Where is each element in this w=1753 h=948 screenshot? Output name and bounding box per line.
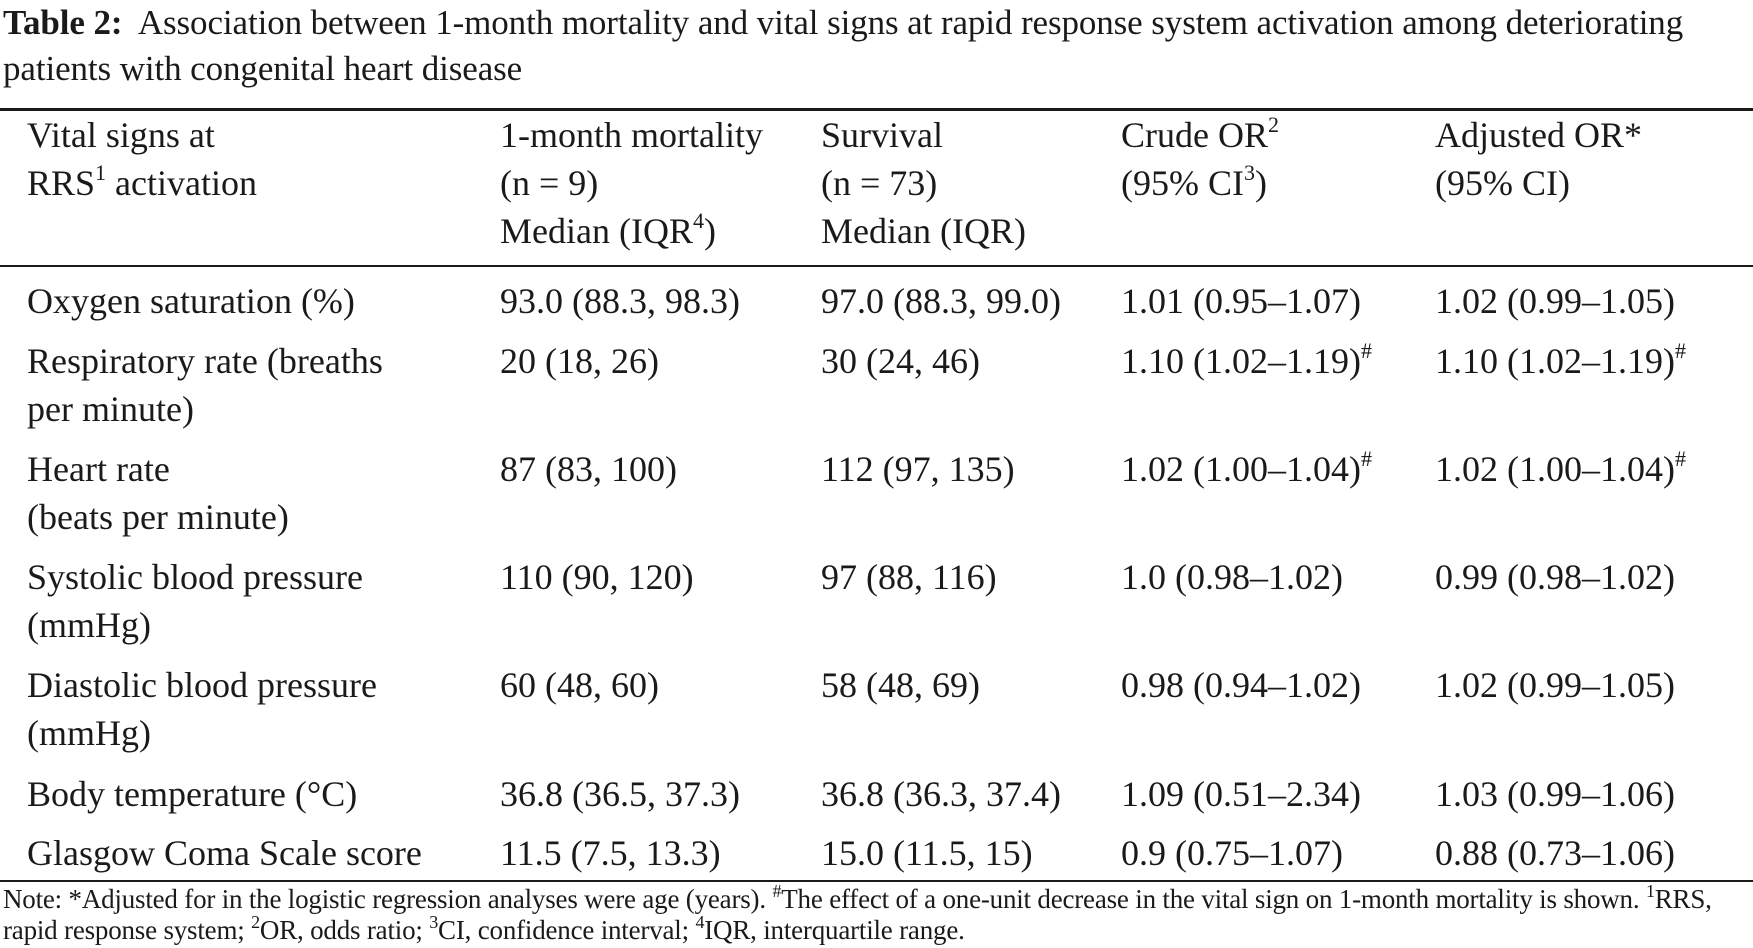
table-row-4-survival: 58 (48, 69) xyxy=(821,665,980,705)
header-mortality-line1: 1-month mortality xyxy=(500,115,763,155)
header-vital-signs xyxy=(27,111,257,207)
header-adjusted-or-line1: Adjusted OR* xyxy=(1435,115,1642,155)
header-mortality xyxy=(500,111,763,255)
table-row-1-mortality: 20 (18, 26) xyxy=(500,341,659,381)
table-row-1-adjusted: 1.10 (1.02–1.19)# xyxy=(1435,338,1686,381)
header-survival-line1: Survival xyxy=(821,115,943,155)
table-row-0-survival: 97.0 (88.3, 99.0) xyxy=(821,281,1061,321)
table-row-6-adjusted: 0.88 (0.73–1.06) xyxy=(1435,833,1675,873)
header-adjusted-or xyxy=(1435,111,1642,207)
table-row-2-mortality: 87 (83, 100) xyxy=(500,449,677,489)
table-row-6-sign: Glasgow Coma Scale score xyxy=(27,833,422,873)
table-row-5-mortality: 36.8 (36.5, 37.3) xyxy=(500,774,740,814)
table-row-1-survival: 30 (24, 46) xyxy=(821,341,980,381)
table-row-4-crude: 0.98 (0.94–1.02) xyxy=(1121,665,1361,705)
table-row-5-adjusted: 1.03 (0.99–1.06) xyxy=(1435,774,1675,814)
caption-label: Table 2: xyxy=(3,3,123,42)
bottom-rule xyxy=(0,880,1753,882)
table-row-5-crude: 1.09 (0.51–2.34) xyxy=(1121,774,1361,814)
table-row-5-sign: Body temperature (°C) xyxy=(27,774,358,814)
table-row-4-sign: Diastolic blood pressure (mmHg) xyxy=(27,665,377,753)
table-row-4-mortality: 60 (48, 60) xyxy=(500,665,659,705)
header-rule xyxy=(0,265,1753,267)
header-mortality-line2: (n = 9) xyxy=(500,163,599,203)
table-row-2-sign: Heart rate (beats per minute) xyxy=(27,449,289,537)
header-survival xyxy=(821,111,1026,255)
header-crude-or-line2: (95% $CI^3$) xyxy=(1121,160,1267,203)
table-row-2-survival: 112 (97, 135) xyxy=(821,449,1015,489)
table-row-3-crude: 1.0 (0.98–1.02) xyxy=(1121,557,1343,597)
table-row-6-crude: 0.9 (0.75–1.07) xyxy=(1121,833,1343,873)
table-row-2-crude: 1.02 (1.00–1.04)# xyxy=(1121,446,1372,489)
table-row-2-adjusted: 1.02 (1.00–1.04)# xyxy=(1435,446,1686,489)
table-row-1-crude: 1.10 (1.02–1.19)# xyxy=(1121,338,1372,381)
header-survival-line2: (n = 73) xyxy=(821,163,938,203)
table-row-0-adjusted: 1.02 (0.99–1.05) xyxy=(1435,281,1675,321)
header-vital-signs-line2: RRS$^1$ activation xyxy=(27,160,257,203)
table-row-3-mortality: 110 (90, 120) xyxy=(500,557,694,597)
table-row-1-sign: Respiratory rate (breaths per minute) xyxy=(27,341,383,429)
table-row-3-adjusted: 0.99 (0.98–1.02) xyxy=(1435,557,1675,597)
caption-text: Association between 1-month mortality and vital signs at rapid response system activation among deteriorating patients with congenital heart disease xyxy=(3,3,1684,88)
table-row-0-sign: Oxygen saturation (%) xyxy=(27,281,355,321)
table-row-3-sign: Systolic blood pressure (mmHg) xyxy=(27,557,363,645)
table-row-5-survival: 36.8 (36.3, 37.4) xyxy=(821,774,1061,814)
header-survival-line3: Median (IQR) xyxy=(821,211,1026,251)
table-row-4-adjusted: 1.02 (0.99–1.05) xyxy=(1435,665,1675,705)
table-row-0-mortality: 93.0 (88.3, 98.3) xyxy=(500,281,740,321)
table-footnote: Note: *Adjusted for in the logistic regression analyses were age (years). #The effect of a one-unit decrease in the vital sign on 1-month mortality is shown. $^1$RRS, rapid response system; $^2$OR, odds ratio; $^3$CI, confidence interval; $^4$IQR, interquartile range. xyxy=(3,881,1712,945)
header-adjusted-or-line2: (95% CI) xyxy=(1435,163,1570,203)
table-row-0-crude: 1.01 (0.95–1.07) xyxy=(1121,281,1361,321)
table-caption xyxy=(3,0,1748,92)
table-row-3-survival: 97 (88, 116) xyxy=(821,557,997,597)
header-crude-or xyxy=(1121,111,1279,207)
header-mortality-line3: Median (IQR$^4$) xyxy=(500,208,716,251)
header-vital-signs-line1: Vital signs at xyxy=(27,115,215,155)
header-crude-or-line1: Crude $OR^2$ xyxy=(1121,112,1279,155)
table-row-6-mortality: 11.5 (7.5, 13.3) xyxy=(500,833,721,873)
table-row-6-survival: 15.0 (11.5, 15) xyxy=(821,833,1033,873)
